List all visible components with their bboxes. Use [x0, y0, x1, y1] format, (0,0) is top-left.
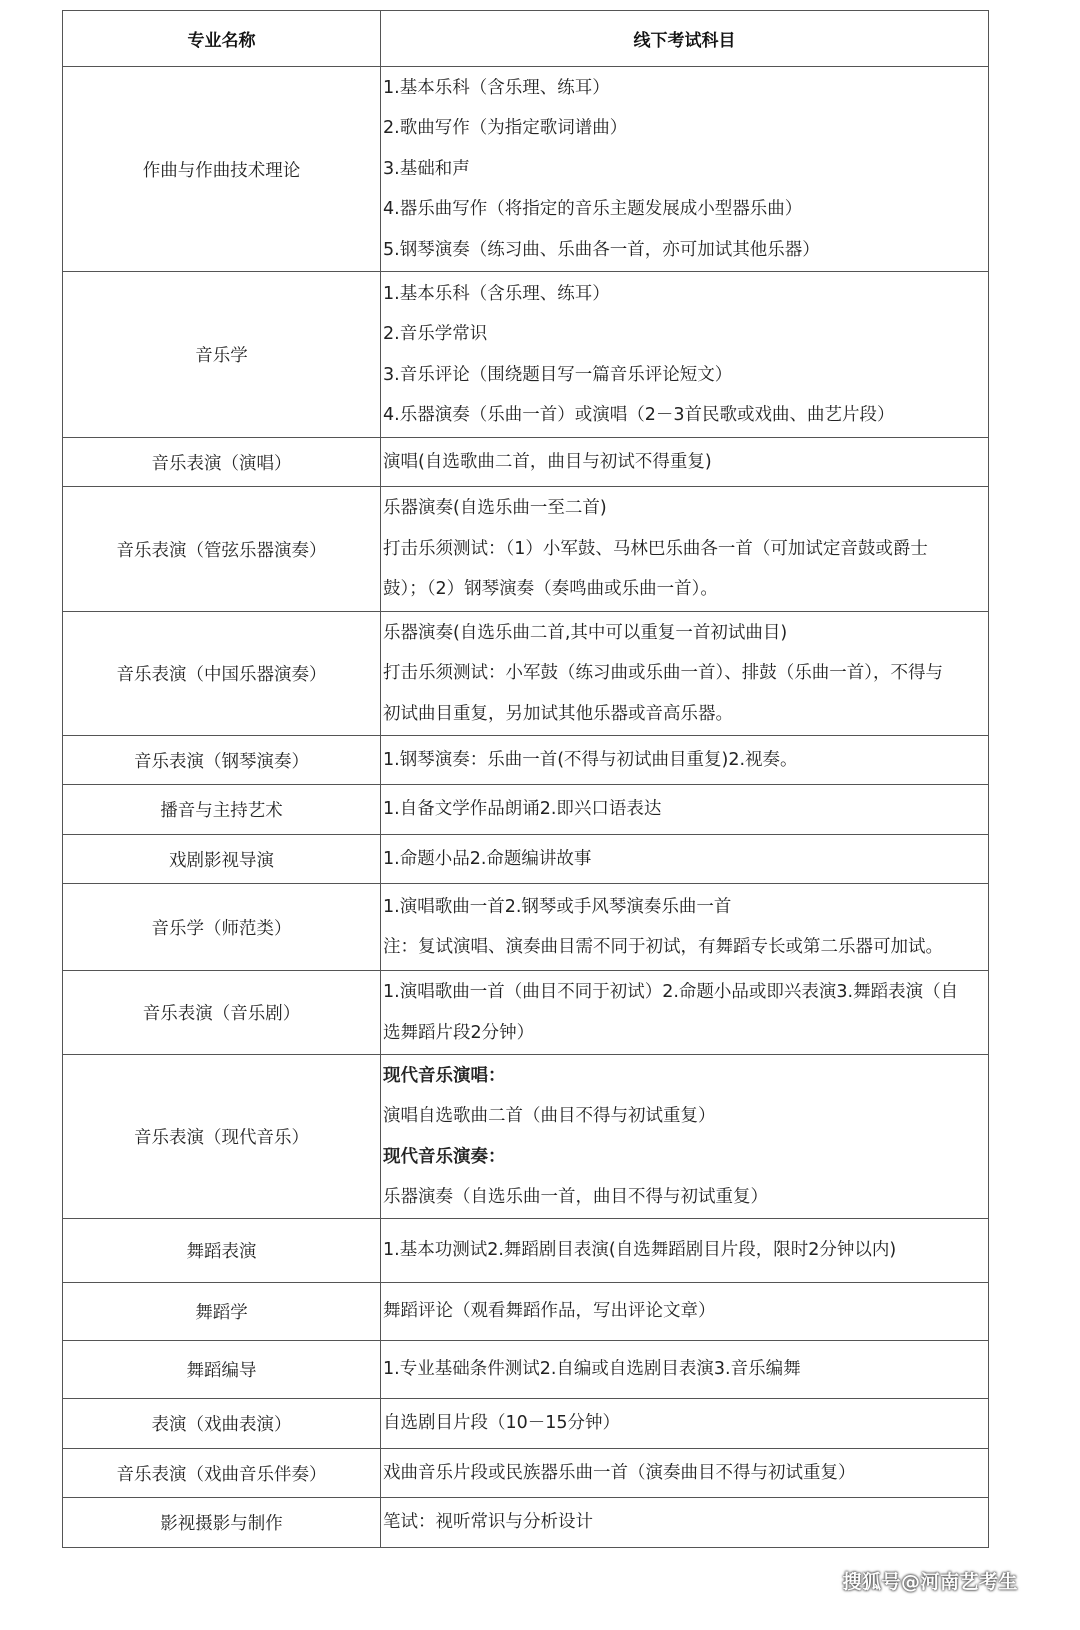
subject-line: 1.演唱歌曲一首（曲目不同于初试）2.命题小品或即兴表演3.舞蹈表演（自: [383, 982, 959, 1002]
major-name: 舞蹈学: [63, 1283, 381, 1341]
major-name: 音乐表演（演唱）: [63, 438, 381, 487]
table-row: [63, 67, 989, 272]
subject-line: 1.基本功测试2.舞蹈剧目表演(自选舞蹈剧目片段，限时2分钟以内): [383, 1240, 897, 1261]
subject-line: 乐器演奏（自选乐曲一首，曲目不得与初试重复）: [383, 1187, 768, 1207]
exam-subjects: [381, 1055, 989, 1219]
exam-subjects: [381, 785, 989, 835]
major-name: 音乐表演（戏曲音乐伴奏）: [63, 1449, 381, 1498]
exam-subjects: [381, 1283, 989, 1341]
subject-line: 鼓）；（2）钢琴演奏（奏鸣曲或乐曲一首）。: [383, 579, 718, 600]
subject-line: 注：复试演唱、演奏曲目需不同于初试，有舞蹈专长或第二乐器可加试。: [383, 937, 943, 957]
subject-line: 打击乐须测试：（1）小军鼓、马林巴乐曲各一首（可加试定音鼓或爵士: [383, 538, 928, 559]
table-row: [63, 736, 989, 785]
exam-subjects: [381, 487, 989, 612]
subject-line: 打击乐须测试：小军鼓（练习曲或乐曲一首）、排鼓（乐曲一首），不得与: [383, 663, 943, 684]
major-name: 音乐表演（钢琴演奏）: [63, 736, 381, 785]
major-name: 音乐学: [63, 272, 381, 438]
exam-subjects: [381, 835, 989, 884]
major-name: 表演（戏曲表演）: [63, 1399, 381, 1449]
table-row: [63, 1399, 989, 1449]
table-row: [63, 884, 989, 971]
subject-heading: 现代音乐演唱：: [383, 1065, 506, 1086]
major-name: 播音与主持艺术: [63, 785, 381, 835]
exam-subjects: [381, 1341, 989, 1399]
major-name: 音乐表演（现代音乐）: [63, 1055, 381, 1219]
subject-line: 4.器乐曲写作（将指定的音乐主题发展成小型器乐曲）: [383, 199, 803, 220]
subject-line: 2.音乐学常识: [383, 324, 488, 344]
exam-subjects-table: [62, 10, 989, 1548]
subject-line: 演唱(自选歌曲二首，曲目与初试不得重复): [383, 451, 712, 472]
table-row: [63, 1449, 989, 1498]
subject-line: 初试曲目重复，另加试其他乐器或音高乐器。: [383, 703, 733, 724]
exam-subjects: [381, 612, 989, 736]
watermark: 搜狐号@河南艺考生: [842, 1571, 1018, 1593]
major-name: 舞蹈表演: [63, 1219, 381, 1283]
table-row: [63, 785, 989, 835]
subject-line: 笔试：视听常识与分析设计: [383, 1512, 593, 1533]
table-header-row: [63, 11, 989, 67]
table-row: [63, 1498, 989, 1548]
subject-line: 1.专业基础条件测试2.自编或自选剧目表演3.音乐编舞: [383, 1359, 801, 1380]
exam-subjects: [381, 1449, 989, 1498]
major-name: 音乐表演（音乐剧）: [63, 971, 381, 1055]
major-name: 音乐学（师范类）: [63, 884, 381, 971]
major-name: 音乐表演（管弦乐器演奏）: [63, 487, 381, 612]
subject-line: 1.基本乐科（含乐理、练耳）: [383, 77, 610, 98]
table-row: [63, 835, 989, 884]
exam-subjects: [381, 736, 989, 785]
subject-line: 4.乐器演奏（乐曲一首）或演唱（2－3首民歌或戏曲、曲艺片段）: [383, 405, 895, 425]
major-name: 音乐表演（中国乐器演奏）: [63, 612, 381, 736]
table-row: [63, 612, 989, 736]
subject-heading: 现代音乐演奏：: [383, 1146, 506, 1167]
exam-subjects: [381, 438, 989, 487]
subject-line: 3.基础和声: [383, 158, 470, 179]
subject-line: 1.自备文学作品朗诵2.即兴口语表达: [383, 799, 662, 820]
major-name: 影视摄影与制作: [63, 1498, 381, 1548]
exam-subjects: [381, 884, 989, 971]
table-row: [63, 1341, 989, 1399]
subject-line: 3.音乐评论（围绕题目写一篇音乐评论短文）: [383, 364, 733, 385]
major-name: 舞蹈编导: [63, 1341, 381, 1399]
exam-subjects: [381, 971, 989, 1055]
major-name: 作曲与作曲技术理论: [63, 67, 381, 272]
subject-line: 乐器演奏(自选乐曲一至二首): [383, 498, 607, 519]
exam-subjects: [381, 1219, 989, 1283]
table-row: [63, 272, 989, 438]
subject-line: 舞蹈评论（观看舞蹈作品，写出评论文章）: [383, 1301, 716, 1322]
header-offline-subjects: 线下考试科目: [381, 11, 989, 67]
subject-line: 演唱自选歌曲二首（曲目不得与初试重复）: [383, 1106, 716, 1126]
subject-line: 选舞蹈片段2分钟）: [383, 1022, 535, 1043]
table-row: [63, 438, 989, 487]
major-name: 戏剧影视导演: [63, 835, 381, 884]
exam-subjects: [381, 1498, 989, 1548]
subject-line: 1.钢琴演奏：乐曲一首(不得与初试曲目重复)2.视奏。: [383, 749, 798, 770]
table-row: [63, 971, 989, 1055]
header-major-name: 专业名称: [63, 11, 381, 67]
exam-subjects: [381, 1399, 989, 1449]
subject-line: 5.钢琴演奏（练习曲、乐曲各一首，亦可加试其他乐器）: [383, 239, 820, 260]
subject-line: 戏曲音乐片段或民族器乐曲一首（演奏曲目不得与初试重复）: [383, 1462, 856, 1483]
subject-line: 1.演唱歌曲一首2.钢琴或手风琴演奏乐曲一首: [383, 896, 732, 917]
subject-line: 乐器演奏(自选乐曲二首,其中可以重复一首初试曲目): [383, 622, 788, 643]
subject-line: 1.基本乐科（含乐理、练耳）: [383, 283, 610, 304]
table-row: [63, 487, 989, 612]
table-row: [63, 1283, 989, 1341]
table-row: [63, 1055, 989, 1219]
exam-subjects: [381, 67, 989, 272]
subject-line: 1.命题小品2.命题编讲故事: [383, 848, 592, 869]
subject-line: 2.歌曲写作（为指定歌词谱曲）: [383, 118, 628, 139]
exam-subjects: [381, 272, 989, 438]
table-row: [63, 1219, 989, 1283]
subject-line: 自选剧目片段（10－15分钟）: [383, 1413, 621, 1434]
